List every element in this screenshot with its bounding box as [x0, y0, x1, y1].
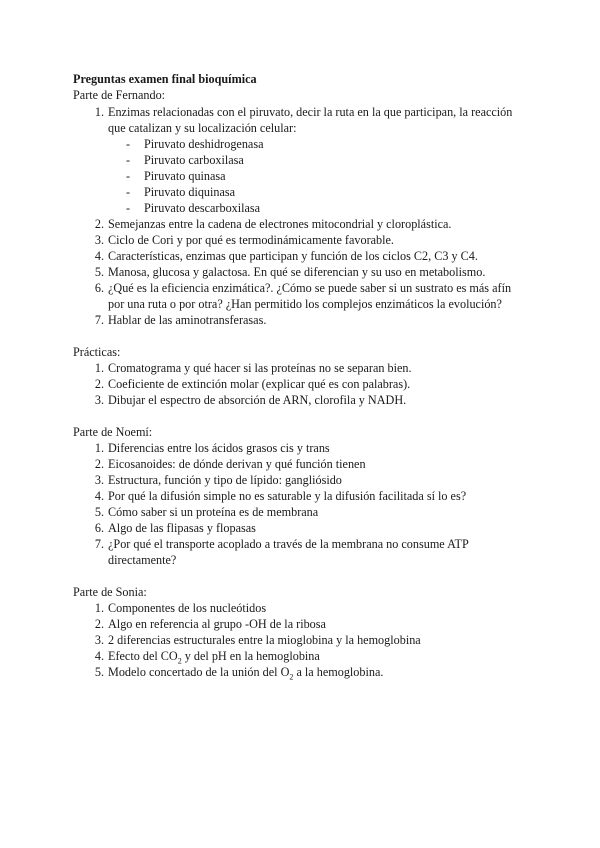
document-title: Preguntas examen final bioquímica [73, 72, 257, 86]
item-number: 1. [94, 105, 104, 119]
item-text: Cromatograma y qué hacer si las proteínas no se separan bien. [108, 361, 412, 375]
item-text: Ciclo de Cori y por qué es termodinámicamente favorable. [108, 233, 394, 247]
item-number: 6. [94, 521, 104, 535]
item-text: Eicosanoides: de dónde derivan y qué función tienen [108, 457, 366, 471]
item-text: Enzimas relacionadas con el piruvato, decir la ruta en la que participan, la reacción que catalizan y su localización celular: [108, 105, 513, 135]
sub-item-text: Piruvato carboxilasa [144, 153, 244, 167]
item-number: 2. [94, 457, 104, 471]
sub-item-text: Piruvato diquinasa [144, 185, 236, 199]
item-number: 4. [94, 649, 104, 663]
sub-item-text: Piruvato descarboxilasa [144, 201, 261, 215]
item-number: 3. [94, 393, 104, 407]
item-number: 6. [94, 281, 104, 295]
item-text: Modelo concertado de la unión del $O_2$ a la hemoglobina. [108, 665, 384, 682]
item-number: 7. [94, 313, 104, 327]
item-text: Manosa, glucosa y galactosa. En qué se diferencian y su uso en metabolismo. [108, 265, 486, 279]
item-number: 4. [94, 249, 104, 263]
item-number: 7. [94, 537, 104, 551]
item-number: 3. [94, 473, 104, 487]
item-number: 3. [94, 633, 104, 647]
item-text: ¿Qué es la eficiencia enzimática?. ¿Cómo se puede saber si un sustrato es más afín por una ruta o por otra? ¿Han permitido los complejos enzimáticos la evolución? [108, 281, 512, 311]
item-text: Por qué la difusión simple no es saturable y la difusión facilitada sí lo es? [108, 489, 467, 503]
item-number: 1. [94, 361, 104, 375]
item-text: Componentes de los nucleótidos [108, 601, 267, 615]
section-label-noemi: Parte de Noemí: [73, 425, 153, 439]
item-text: Diferencias entre los ácidos grasos cis y trans [108, 441, 330, 455]
section-label-sonia: Parte de Sonia: [73, 585, 147, 599]
sub-item-text: Piruvato quinasa [144, 169, 226, 183]
item-number: 1. [94, 601, 104, 615]
item-number: 2. [94, 377, 104, 391]
item-number: 4. [94, 489, 104, 503]
item-text: Estructura, función y tipo de lípido: gangliósido [108, 473, 342, 487]
item-number: 5. [94, 665, 104, 679]
item-text: Características, enzimas que participan y función de los ciclos C2, C3 y C4. [108, 249, 478, 263]
document-page: Preguntas examen final bioquímica Parte de Fernando: 1. Enzimas relacionadas con el piruvato, decir la ruta en la que participan, la reacción que catalizan y su localización celular: - Piruvato deshidrogenasa - Piruvato carboxilasa - Piruvato quinasa - Piruvato diquinasa - Piruvato descarboxilasa 2. Semejanzas entre la cadena de electrones mitocondrial y cloroplástica. 3. Ciclo de Cori y por qué es termodinámicamente favorable. 4. Características, enzimas que participan y función de los ciclos C2, C3 y C4. 5. Manosa, glucosa y galactosa. En qué se diferencian y su uso en metabolismo. 6. ¿Qué es la eficiencia enzimática?. ¿Cómo se puede saber si un sustrato es más afín por una ruta o por otra? ¿Han permitido los complejos enzimáticos la evolución? 7. Hablar de las aminotransferasas. Prácticas: 1. Cromatograma y qué hacer si las proteínas no se separan bien. 2. Coeficiente de extinción molar (explicar qué es con palabras). 3. Dibujar el espectro de absorción de ARN, clorofila y NADH. Parte de Noemí: 1. Diferencias entre los ácidos grasos cis y trans 2. Eicosanoides: de dónde derivan y qué función tienen 3. Estructura, función y tipo de lípido: gangliósido 4. Por qué la difusión simple no es saturable y la difusión facilitada sí lo es? 5. Cómo saber si un proteína es de membrana 6. Algo de las flipasas y flopasas 7. ¿Por qué el transporte acoplado a través de la membrana no consume ATP directamente? Parte de Sonia: 1. Componentes de los nucleótidos 2. Algo en referencia al grupo -OH de la ribosa 3. 2 diferencias estructurales entre la mioglobina y la hemoglobina 4. Efecto del $CO_2$ y del pH en la hemoglobina 5. Modelo concertado de la unión del $O_2$ a la hemoglobina. [0, 0, 600, 848]
item-text: ¿Por qué el transporte acoplado a través de la membrana no consume ATP directamente? [108, 537, 469, 567]
item-number: 2. [94, 217, 104, 231]
item-number: 5. [94, 265, 104, 279]
sub-item-text: Piruvato deshidrogenasa [144, 137, 264, 151]
item-number: 2. [94, 617, 104, 631]
item-number: 5. [94, 505, 104, 519]
item-text: Cómo saber si un proteína es de membrana [108, 505, 319, 519]
item-text: Algo en referencia al grupo -OH de la ribosa [108, 617, 326, 631]
item-text: Semejanzas entre la cadena de electrones mitocondrial y cloroplástica. [108, 217, 452, 231]
section-label-practicas: Prácticas: [73, 345, 121, 359]
item-text: Algo de las flipasas y flopasas [108, 521, 256, 535]
item-text: Dibujar el espectro de absorción de ARN, clorofila y NADH. [108, 393, 407, 407]
item-text: Efecto del $CO_2$ y del pH en la hemoglobina [108, 649, 320, 666]
section-label-fernando: Parte de Fernando: [73, 88, 166, 102]
item-number: 1. [94, 441, 104, 455]
item-text: Coeficiente de extinción molar (explicar qué es con palabras). [108, 377, 411, 391]
item-text: Hablar de las aminotransferasas. [108, 313, 267, 327]
item-text: 2 diferencias estructurales entre la mioglobina y la hemoglobina [108, 633, 421, 647]
item-number: 3. [94, 233, 104, 247]
